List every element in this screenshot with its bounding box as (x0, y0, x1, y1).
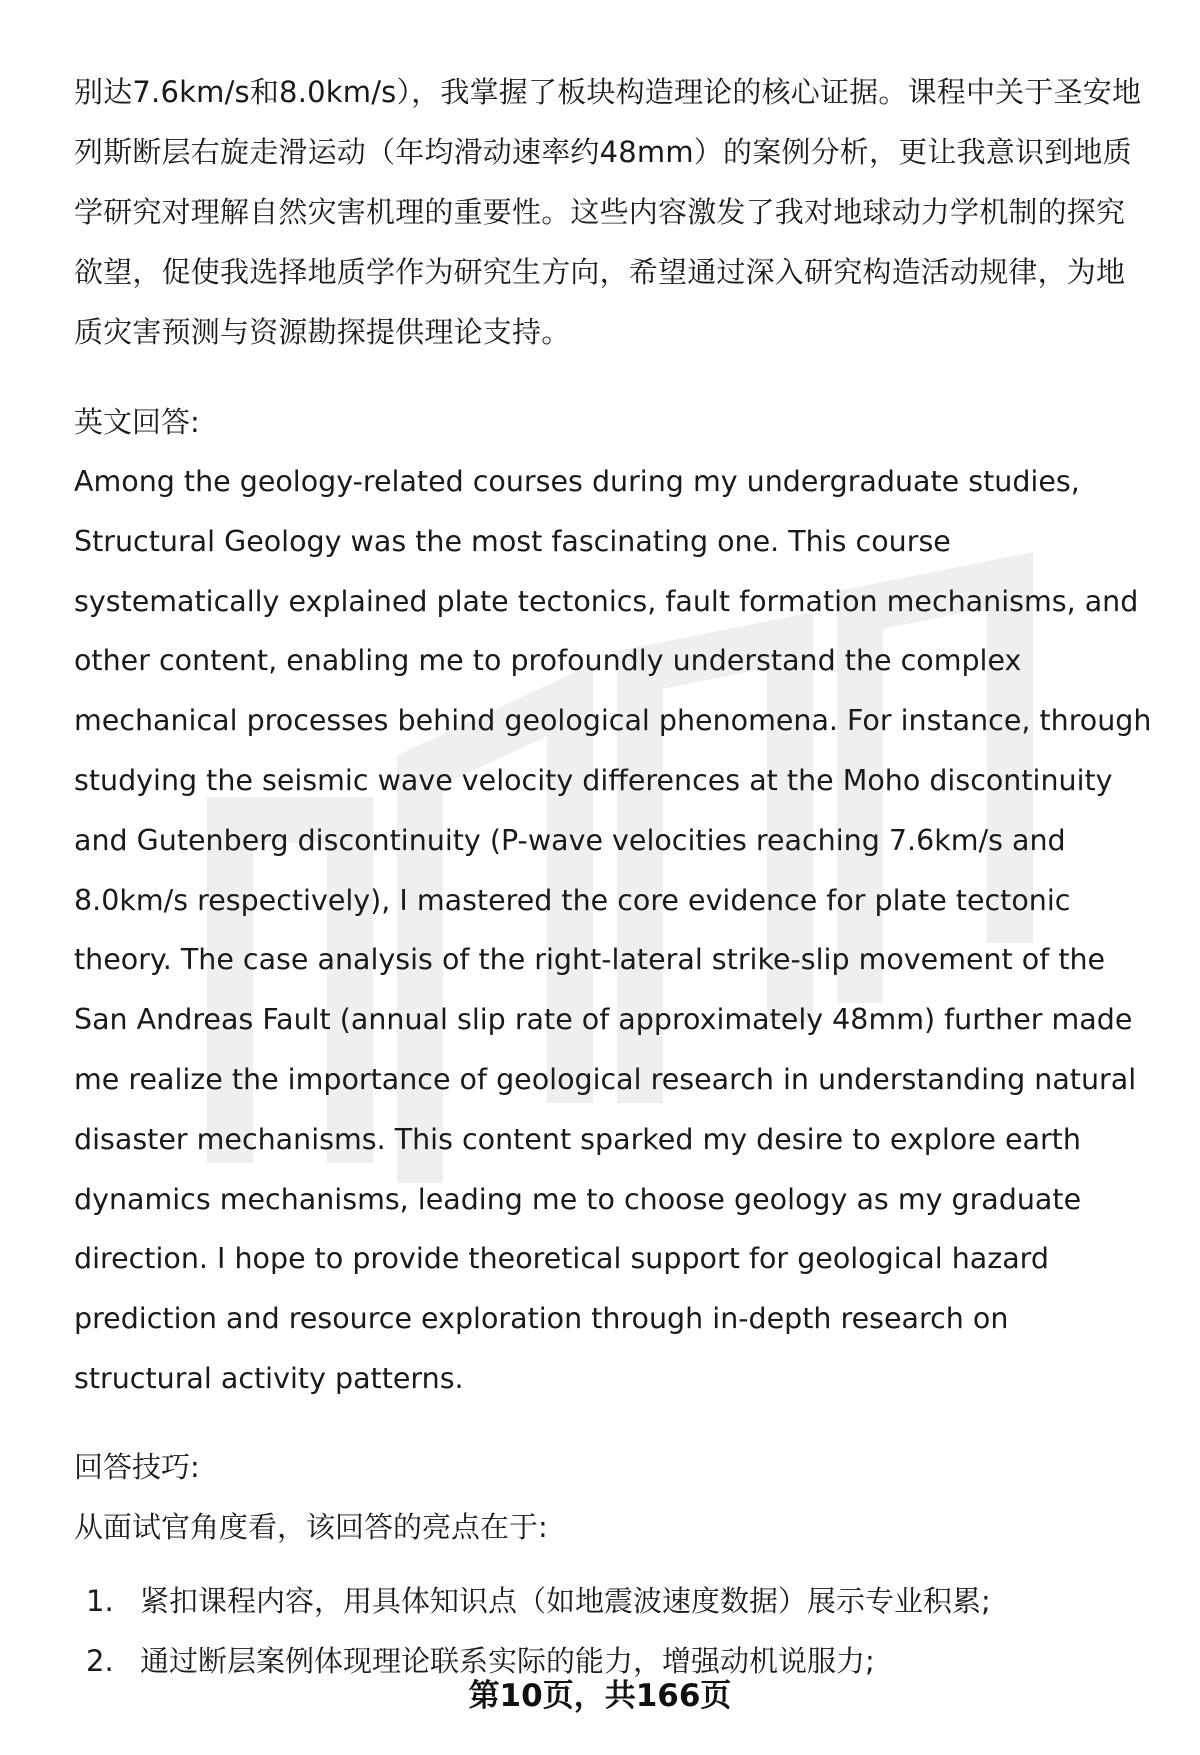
page-number-footer: 第10页，共166页 (468, 1678, 732, 1714)
list-item-number: 2. (86, 1643, 114, 1678)
list-item-number: 1. (86, 1583, 114, 1618)
answer-tips-intro: 从面试官角度看，该回答的亮点在于: (74, 1509, 548, 1544)
chinese-answer-continuation: 别达7.6km/s和8.0km/s），我掌握了板块构造理论的核心证据。课程中关于圣安地列斯断层右旋走滑运动（年均滑动速率约48mm）的案例分析，更让我意识到地质学研究对理解自然灾害机理的重要性。这些内容激发了我对地球动力学机制的探究欲望，促使我选择地质学作为研究生方向，希望通过深入研究构造活动规律，为地质灾害预测与资源勘探提供理论支持。 (74, 75, 1142, 349)
english-answer-text: Among the geology-related courses during my undergraduate studies, Structural Geology was the most fascinating one. This course systematically explained plate tectonics, fault formation mechanisms, and other content, enabling me to profoundly understand the complex mechanical processes behind geological phenomena. For instance, through studying the seismic wave velocity differences at the Moho discontinuity and Gutenberg discontinuity (P-wave velocities reaching 7.6km/s and 8.0km/s respectively), I mastered the core evidence for plate tectonic theory. The case analysis of the right-lateral strike-slip movement of the San Andreas Fault (annual slip rate of approximately 48mm) further made me realize the importance of geological research in understanding natural disaster mechanisms. This content sparked my desire to explore earth dynamics mechanisms, leading me to choose geology as my graduate direction. I hope to provide theoretical support for geological hazard prediction and resource exploration through in-depth research on structural activity patterns. (74, 465, 1152, 1395)
list-item-text: 通过断层案例体现理论联系实际的能力，增强动机说服力; (140, 1643, 875, 1678)
english-answer-label: 英文回答: (74, 405, 200, 439)
list-item-text: 紧扣课程内容，用具体知识点（如地震波速度数据）展示专业积累; (140, 1583, 991, 1618)
answer-tips-label: 回答技巧: (74, 1449, 200, 1484)
list-item (74, 1571, 1154, 1631)
document-body (74, 62, 1154, 1691)
